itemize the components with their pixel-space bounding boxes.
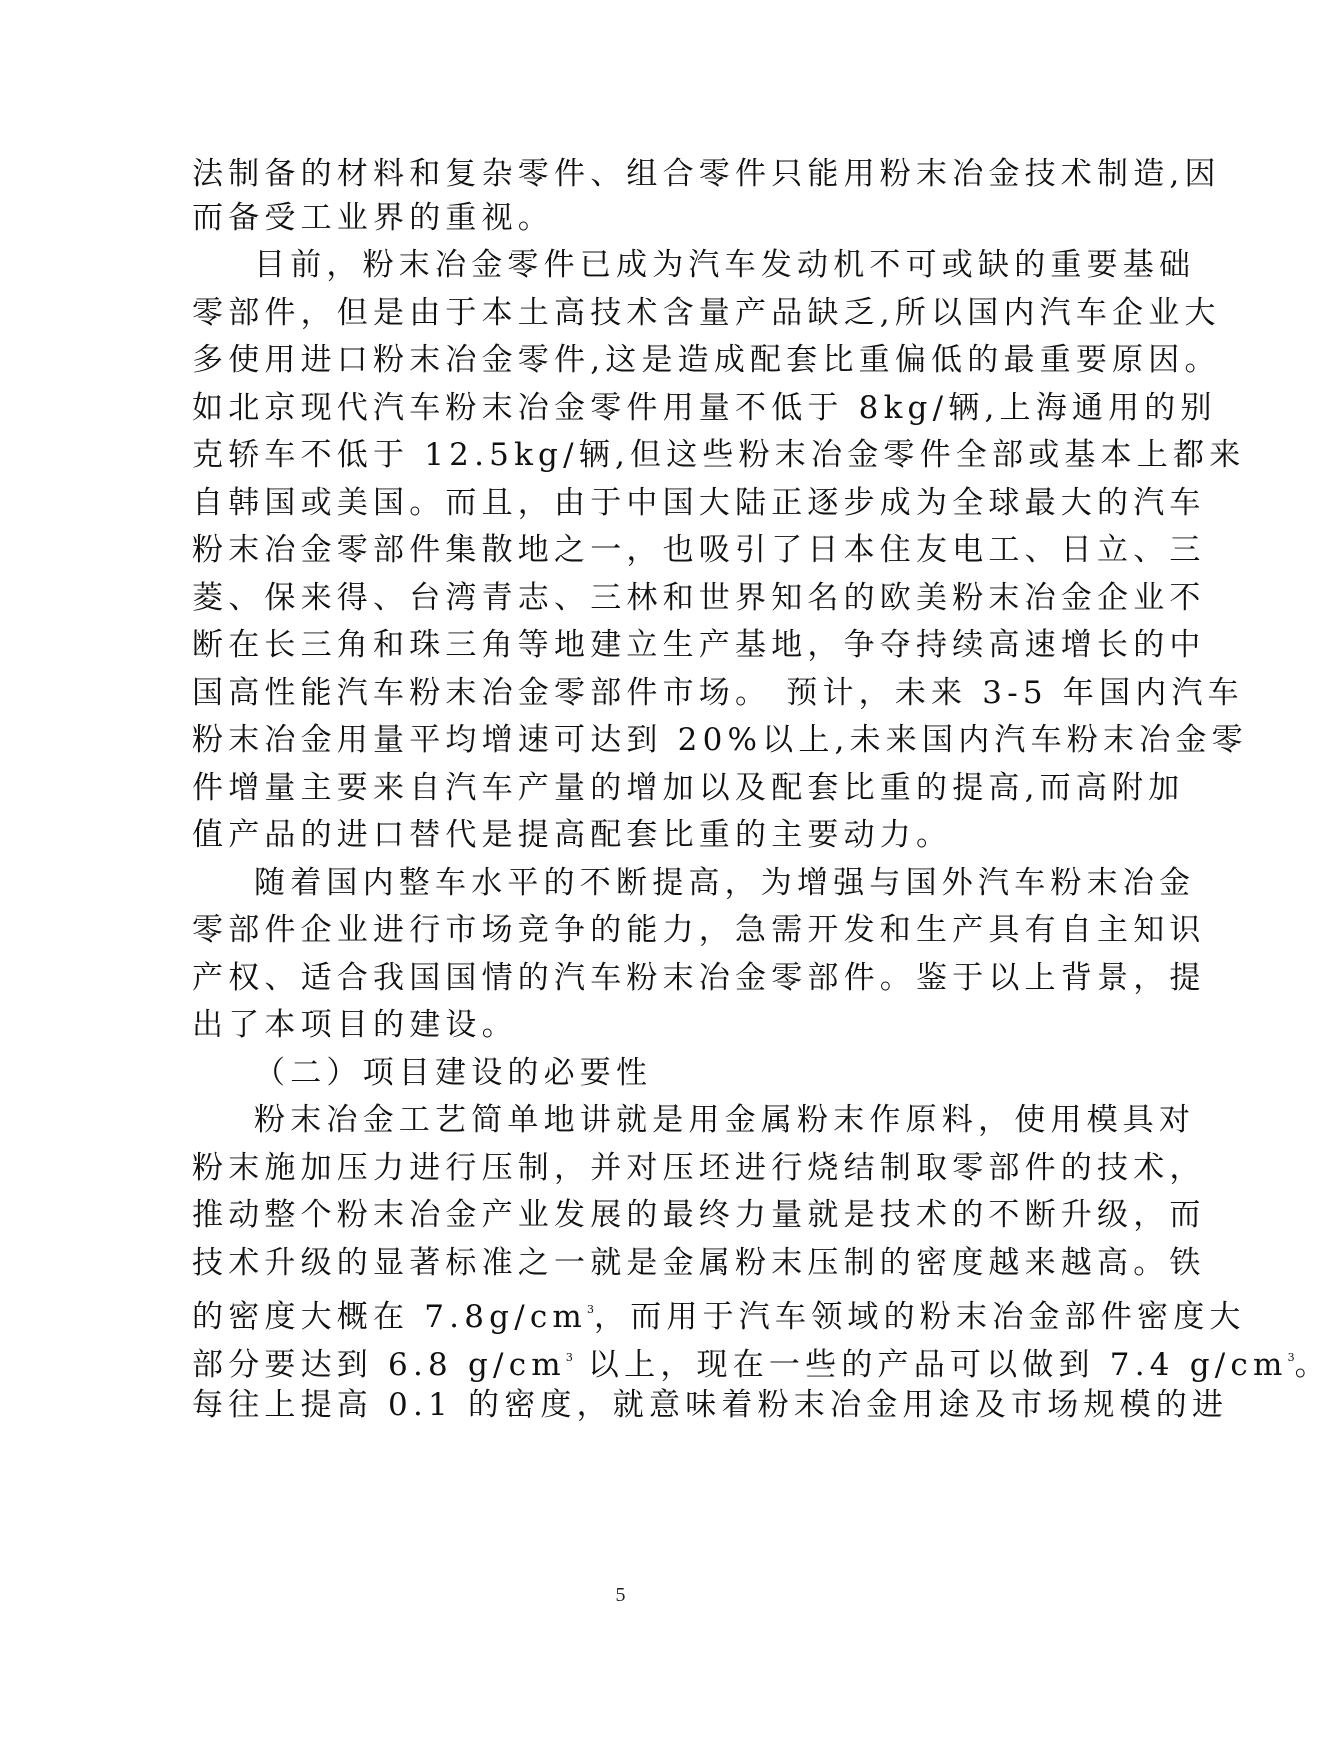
body-text-line: 技术升级的显著标准之一就是金属粉末压制的密度越来越高。铁 [192, 1245, 1206, 1281]
text-segment: 以上，现在一些的产品可以做到 7.4 g/cm [572, 1347, 1288, 1383]
paragraph-first-line: 随着国内整车水平的不断提高，为增强与国外汽车粉末冶金 [254, 865, 1196, 901]
page-number: 5 [615, 1584, 626, 1606]
body-text-line: 国高性能汽车粉末冶金零部件市场。 预计，未来 3-5 年国内汽车 [192, 675, 1244, 711]
text-segment: 。 [1294, 1347, 1331, 1383]
density-line [192, 1336, 1331, 1387]
body-text-line: 零部件企业进行市场竞争的能力，急需开发和生产具有自主知识 [192, 912, 1206, 948]
body-text-line: 而备受工业界的重视。 [192, 200, 554, 236]
body-text-line: 自韩国或美国。而且，由于中国大陆正逐步成为全球最大的汽车 [192, 485, 1206, 521]
text-segment: ，而用于汽车领域的粉末冶金部件密度大 [594, 1299, 1246, 1335]
superscript-cubed: 3 [1287, 1351, 1295, 1364]
body-text-line: 粉末冶金零部件集散地之一，也吸引了日本住友电工、日立、三 [192, 532, 1206, 568]
body-text-line: 断在长三角和珠三角等地建立生产基地，争夺持续高速增长的中 [192, 627, 1206, 663]
body-text-line: 值产品的进口替代是提高配套比重的主要动力。 [192, 817, 953, 853]
body-text-line: 每往上提高 0.1 的密度，就意味着粉末冶金用途及市场规模的进 [192, 1387, 1229, 1423]
text-segment: 的密度大概在 7.8g/cm [192, 1299, 587, 1335]
text-segment: 部分要达到 6.8 g/cm [192, 1347, 566, 1383]
body-text-line: 粉末冶金用量平均增速可达到 20%以上,未来国内汽车粉末冶金零 [192, 722, 1248, 758]
body-text-line: 法制备的材料和复杂零件、组合零件只能用粉末冶金技术制造,因 [192, 156, 1221, 192]
body-text-line: 粉末施加压力进行压制，并对压坯进行烧结制取零部件的技术， [192, 1150, 1206, 1186]
density-line [192, 1288, 1246, 1339]
section-heading: （二）项目建设的必要性 [254, 1055, 653, 1091]
superscript-cubed: 3 [587, 1303, 594, 1316]
body-text-line: 件增量主要来自汽车产量的增加以及配套比重的提高,而高附加 [192, 770, 1185, 806]
superscript-cubed: 3 [565, 1351, 573, 1364]
body-text-line: 零部件，但是由于本土高技术含量产品缺乏,所以国内汽车企业大 [192, 295, 1221, 331]
body-text-line: 出了本项目的建设。 [192, 1007, 518, 1043]
body-text-line: 菱、保来得、台湾青志、三林和世界知名的欧美粉末冶金企业不 [192, 580, 1206, 616]
paragraph-first-line: 粉末冶金工艺简单地讲就是用金属粉末作原料，使用模具对 [254, 1102, 1196, 1138]
body-text-line: 多使用进口粉末冶金零件,这是造成配套比重偏低的最重要原因。 [192, 342, 1221, 378]
body-text-line: 克轿车不低于 12.5kg/辆,但这些粉末冶金零件全部或基本上都来 [192, 437, 1246, 473]
body-text-line: 如北京现代汽车粉末冶金零件用量不低于 8kg/辆,上海通用的别 [192, 390, 1217, 426]
body-text-line: 产权、适合我国国情的汽车粉末冶金零部件。鉴于以上背景，提 [192, 960, 1206, 996]
body-text-line: 推动整个粉末冶金产业发展的最终力量就是技术的不断升级，而 [192, 1197, 1206, 1233]
paragraph-first-line: 目前，粉末冶金零件已成为汽车发动机不可或缺的重要基础 [254, 247, 1196, 283]
